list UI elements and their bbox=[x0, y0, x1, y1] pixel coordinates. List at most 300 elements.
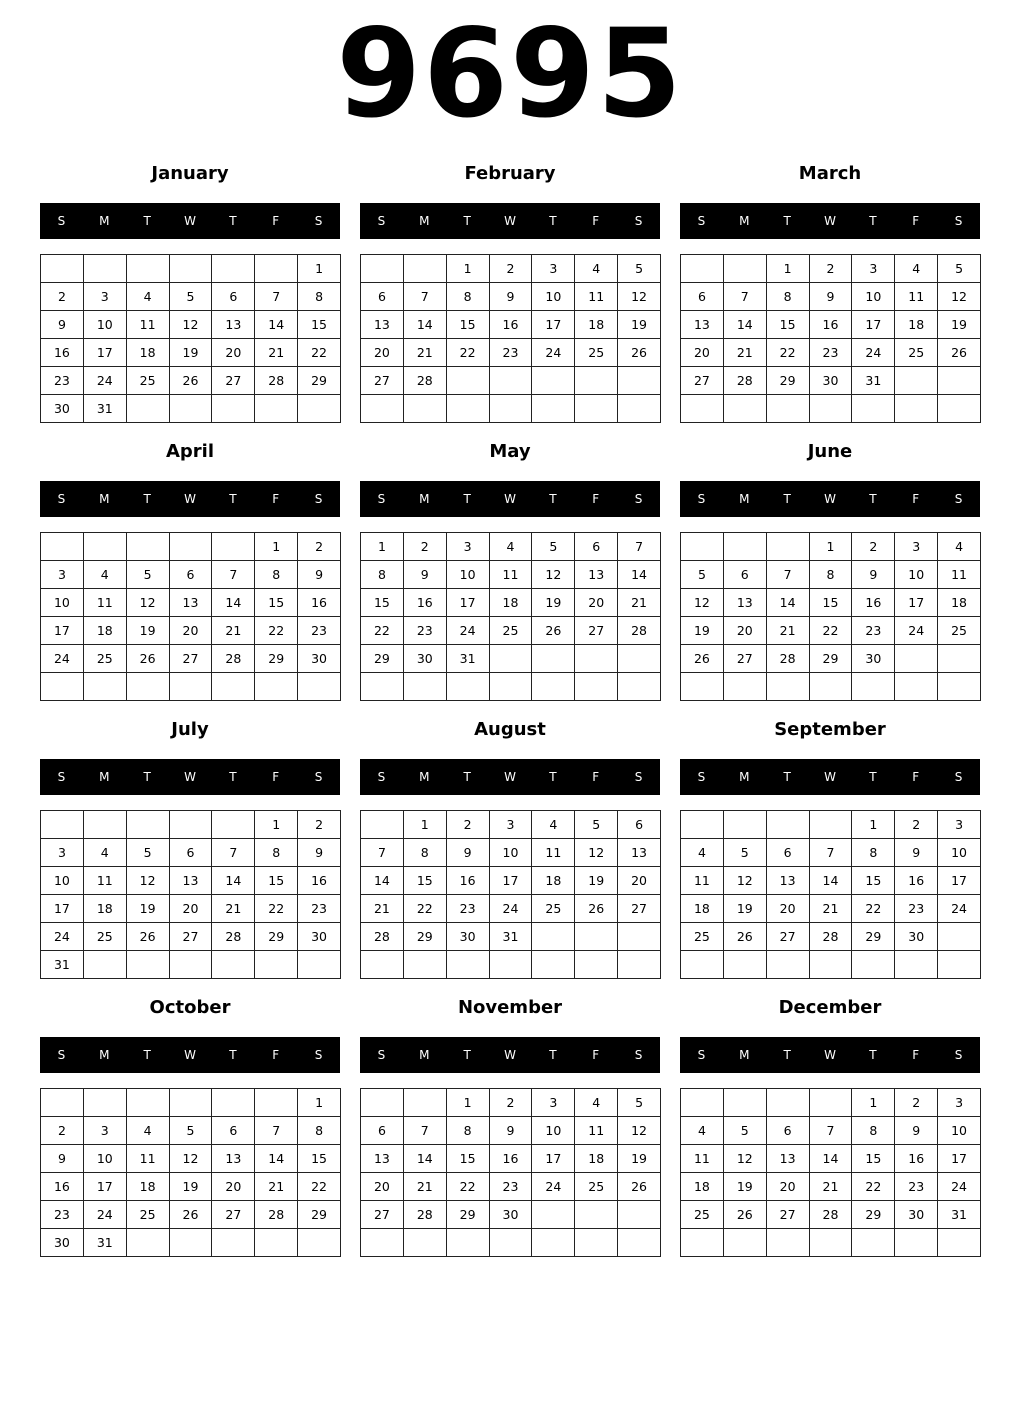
weekday-header bbox=[40, 481, 340, 517]
day-cell: 3 bbox=[41, 561, 84, 589]
empty-cell bbox=[212, 1089, 255, 1117]
day-cell: 9 bbox=[298, 561, 341, 589]
day-cell: 28 bbox=[255, 1201, 298, 1229]
day-cell: 13 bbox=[767, 1145, 810, 1173]
empty-cell bbox=[212, 951, 255, 979]
day-cell: 17 bbox=[938, 867, 981, 895]
day-cell: 11 bbox=[127, 1145, 170, 1173]
empty-cell bbox=[170, 811, 213, 839]
day-grid bbox=[680, 532, 981, 701]
day-cell: 4 bbox=[127, 283, 170, 311]
empty-cell bbox=[681, 951, 724, 979]
day-cell: 6 bbox=[212, 1117, 255, 1145]
day-cell: 18 bbox=[490, 589, 533, 617]
day-cell: 24 bbox=[84, 367, 127, 395]
day-cell: 25 bbox=[127, 367, 170, 395]
weekday-label: W bbox=[824, 492, 836, 506]
empty-cell bbox=[361, 255, 404, 283]
day-cell: 13 bbox=[361, 311, 404, 339]
day-cell: 11 bbox=[575, 283, 618, 311]
day-cell: 4 bbox=[895, 255, 938, 283]
day-cell: 31 bbox=[938, 1201, 981, 1229]
empty-cell bbox=[255, 1089, 298, 1117]
day-cell: 17 bbox=[41, 895, 84, 923]
day-cell: 23 bbox=[895, 1173, 938, 1201]
day-cell: 30 bbox=[852, 645, 895, 673]
day-cell: 13 bbox=[724, 589, 767, 617]
day-cell: 9 bbox=[447, 839, 490, 867]
day-cell: 29 bbox=[447, 1201, 490, 1229]
day-cell: 14 bbox=[618, 561, 661, 589]
day-cell: 25 bbox=[490, 617, 533, 645]
day-grid bbox=[40, 254, 341, 423]
month-june bbox=[680, 437, 980, 707]
day-cell: 11 bbox=[575, 1117, 618, 1145]
weekday-header bbox=[40, 1037, 340, 1073]
day-cell: 29 bbox=[255, 923, 298, 951]
empty-cell bbox=[767, 811, 810, 839]
empty-cell bbox=[681, 673, 724, 701]
day-cell: 18 bbox=[532, 867, 575, 895]
day-cell: 16 bbox=[41, 1173, 84, 1201]
empty-cell bbox=[938, 1229, 981, 1257]
day-grid bbox=[360, 810, 661, 979]
day-cell: 16 bbox=[490, 1145, 533, 1173]
day-cell: 27 bbox=[575, 617, 618, 645]
day-cell: 23 bbox=[895, 895, 938, 923]
weekday-header bbox=[360, 203, 660, 239]
weekday-label: F bbox=[912, 214, 920, 228]
weekday-label: T bbox=[549, 770, 557, 784]
day-cell: 25 bbox=[895, 339, 938, 367]
weekday-label: S bbox=[697, 492, 706, 506]
weekday-label: F bbox=[592, 1048, 600, 1062]
empty-cell bbox=[404, 1089, 447, 1117]
weekday-label: W bbox=[184, 770, 196, 784]
empty-cell bbox=[361, 951, 404, 979]
empty-cell bbox=[127, 1229, 170, 1257]
day-cell: 1 bbox=[852, 1089, 895, 1117]
day-cell: 8 bbox=[255, 839, 298, 867]
day-cell: 1 bbox=[447, 1089, 490, 1117]
day-cell: 30 bbox=[404, 645, 447, 673]
empty-cell bbox=[170, 533, 213, 561]
day-cell: 4 bbox=[575, 1089, 618, 1117]
day-cell: 30 bbox=[298, 923, 341, 951]
day-cell: 6 bbox=[681, 283, 724, 311]
day-cell: 24 bbox=[532, 1173, 575, 1201]
weekday-label: M bbox=[739, 770, 750, 784]
day-cell: 9 bbox=[404, 561, 447, 589]
day-cell: 17 bbox=[938, 1145, 981, 1173]
day-cell: 13 bbox=[767, 867, 810, 895]
empty-cell bbox=[724, 395, 767, 423]
empty-cell bbox=[938, 951, 981, 979]
weekday-label: T bbox=[229, 492, 237, 506]
day-cell: 15 bbox=[447, 1145, 490, 1173]
day-cell: 7 bbox=[810, 839, 853, 867]
day-cell: 22 bbox=[404, 895, 447, 923]
day-cell: 20 bbox=[361, 1173, 404, 1201]
day-cell: 5 bbox=[724, 839, 767, 867]
day-cell: 28 bbox=[618, 617, 661, 645]
empty-cell bbox=[212, 1229, 255, 1257]
day-cell: 8 bbox=[810, 561, 853, 589]
day-cell: 28 bbox=[810, 1201, 853, 1229]
month-april bbox=[40, 437, 340, 707]
day-cell: 6 bbox=[618, 811, 661, 839]
empty-cell bbox=[127, 395, 170, 423]
day-cell: 3 bbox=[532, 255, 575, 283]
weekday-label: S bbox=[954, 214, 963, 228]
year-title: 9695 bbox=[336, 3, 684, 145]
empty-cell bbox=[938, 673, 981, 701]
weekday-header bbox=[360, 481, 660, 517]
weekday-label: S bbox=[954, 1048, 963, 1062]
empty-cell bbox=[170, 673, 213, 701]
day-cell: 23 bbox=[490, 1173, 533, 1201]
day-cell: 16 bbox=[895, 867, 938, 895]
day-cell: 2 bbox=[41, 1117, 84, 1145]
empty-cell bbox=[724, 951, 767, 979]
day-cell: 3 bbox=[84, 1117, 127, 1145]
day-cell: 25 bbox=[127, 1201, 170, 1229]
day-cell: 4 bbox=[575, 255, 618, 283]
month-november bbox=[360, 993, 660, 1263]
day-cell: 25 bbox=[938, 617, 981, 645]
day-cell: 8 bbox=[404, 839, 447, 867]
empty-cell bbox=[575, 1201, 618, 1229]
day-cell: 1 bbox=[298, 1089, 341, 1117]
day-cell: 7 bbox=[255, 283, 298, 311]
day-cell: 6 bbox=[575, 533, 618, 561]
day-cell: 14 bbox=[212, 867, 255, 895]
day-cell: 28 bbox=[724, 367, 767, 395]
day-cell: 17 bbox=[490, 867, 533, 895]
day-cell: 30 bbox=[895, 1201, 938, 1229]
weekday-label: T bbox=[549, 214, 557, 228]
day-cell: 21 bbox=[404, 1173, 447, 1201]
day-cell: 25 bbox=[84, 645, 127, 673]
day-cell: 9 bbox=[490, 283, 533, 311]
day-cell: 11 bbox=[938, 561, 981, 589]
weekday-label: T bbox=[229, 770, 237, 784]
weekday-label: M bbox=[419, 770, 430, 784]
day-cell: 26 bbox=[575, 895, 618, 923]
day-cell: 11 bbox=[681, 867, 724, 895]
day-cell: 18 bbox=[938, 589, 981, 617]
empty-cell bbox=[127, 255, 170, 283]
empty-cell bbox=[618, 673, 661, 701]
day-cell: 10 bbox=[41, 867, 84, 895]
day-cell: 20 bbox=[170, 617, 213, 645]
day-cell: 2 bbox=[298, 533, 341, 561]
day-cell: 24 bbox=[41, 923, 84, 951]
weekday-label: T bbox=[463, 770, 471, 784]
day-cell: 7 bbox=[404, 283, 447, 311]
day-cell: 11 bbox=[895, 283, 938, 311]
empty-cell bbox=[490, 673, 533, 701]
empty-cell bbox=[212, 811, 255, 839]
month-name: April bbox=[165, 441, 215, 462]
day-cell: 19 bbox=[170, 339, 213, 367]
day-cell: 29 bbox=[810, 645, 853, 673]
month-october bbox=[40, 993, 340, 1263]
day-cell: 14 bbox=[404, 1145, 447, 1173]
empty-cell bbox=[724, 1229, 767, 1257]
weekday-label: W bbox=[184, 492, 196, 506]
day-cell: 19 bbox=[724, 1173, 767, 1201]
day-cell: 30 bbox=[298, 645, 341, 673]
day-cell: 18 bbox=[127, 1173, 170, 1201]
weekday-label: M bbox=[739, 1048, 750, 1062]
day-cell: 18 bbox=[84, 895, 127, 923]
empty-cell bbox=[810, 951, 853, 979]
month-may bbox=[360, 437, 660, 707]
weekday-label: F bbox=[912, 770, 920, 784]
weekday-label: M bbox=[99, 214, 110, 228]
day-cell: 2 bbox=[404, 533, 447, 561]
empty-cell bbox=[575, 951, 618, 979]
empty-cell bbox=[170, 1229, 213, 1257]
day-cell: 14 bbox=[810, 1145, 853, 1173]
empty-cell bbox=[212, 673, 255, 701]
day-cell: 15 bbox=[255, 589, 298, 617]
day-cell: 24 bbox=[852, 339, 895, 367]
empty-cell bbox=[41, 811, 84, 839]
empty-cell bbox=[447, 367, 490, 395]
day-cell: 26 bbox=[532, 617, 575, 645]
empty-cell bbox=[938, 367, 981, 395]
day-grid bbox=[40, 532, 341, 701]
day-cell: 19 bbox=[532, 589, 575, 617]
day-cell: 1 bbox=[767, 255, 810, 283]
month-february bbox=[360, 159, 660, 429]
day-cell: 15 bbox=[298, 311, 341, 339]
empty-cell bbox=[170, 951, 213, 979]
day-cell: 27 bbox=[618, 895, 661, 923]
day-cell: 24 bbox=[938, 895, 981, 923]
weekday-label: F bbox=[592, 492, 600, 506]
day-cell: 17 bbox=[84, 1173, 127, 1201]
day-cell: 23 bbox=[810, 339, 853, 367]
day-cell: 26 bbox=[170, 367, 213, 395]
day-cell: 6 bbox=[767, 839, 810, 867]
day-cell: 30 bbox=[41, 1229, 84, 1257]
day-cell: 20 bbox=[681, 339, 724, 367]
day-cell: 3 bbox=[938, 811, 981, 839]
day-cell: 21 bbox=[767, 617, 810, 645]
empty-cell bbox=[447, 1229, 490, 1257]
empty-cell bbox=[895, 645, 938, 673]
weekday-label: W bbox=[824, 770, 836, 784]
day-cell: 27 bbox=[767, 923, 810, 951]
day-cell: 29 bbox=[298, 1201, 341, 1229]
day-cell: 19 bbox=[127, 895, 170, 923]
day-cell: 5 bbox=[724, 1117, 767, 1145]
weekday-header bbox=[680, 1037, 980, 1073]
empty-cell bbox=[810, 1229, 853, 1257]
day-cell: 24 bbox=[447, 617, 490, 645]
day-cell: 20 bbox=[575, 589, 618, 617]
weekday-label: S bbox=[634, 492, 643, 506]
day-cell: 20 bbox=[767, 895, 810, 923]
empty-cell bbox=[361, 1229, 404, 1257]
weekday-label: W bbox=[504, 1048, 516, 1062]
weekday-label: S bbox=[314, 214, 323, 228]
weekday-header bbox=[680, 481, 980, 517]
weekday-label: W bbox=[504, 492, 516, 506]
day-cell: 16 bbox=[810, 311, 853, 339]
empty-cell bbox=[681, 395, 724, 423]
day-cell: 23 bbox=[490, 339, 533, 367]
empty-cell bbox=[361, 395, 404, 423]
empty-cell bbox=[767, 951, 810, 979]
day-cell: 21 bbox=[361, 895, 404, 923]
day-cell: 5 bbox=[618, 1089, 661, 1117]
empty-cell bbox=[618, 395, 661, 423]
month-august bbox=[360, 715, 660, 985]
day-cell: 27 bbox=[724, 645, 767, 673]
empty-cell bbox=[212, 395, 255, 423]
empty-cell bbox=[681, 533, 724, 561]
empty-cell bbox=[84, 255, 127, 283]
day-cell: 13 bbox=[170, 867, 213, 895]
empty-cell bbox=[852, 395, 895, 423]
weekday-label: F bbox=[272, 492, 280, 506]
day-cell: 16 bbox=[41, 339, 84, 367]
empty-cell bbox=[212, 533, 255, 561]
weekday-header bbox=[360, 759, 660, 795]
day-cell: 10 bbox=[41, 589, 84, 617]
day-cell: 29 bbox=[852, 1201, 895, 1229]
weekday-label: S bbox=[314, 1048, 323, 1062]
day-cell: 4 bbox=[127, 1117, 170, 1145]
empty-cell bbox=[938, 395, 981, 423]
day-cell: 7 bbox=[810, 1117, 853, 1145]
empty-cell bbox=[575, 923, 618, 951]
empty-cell bbox=[810, 811, 853, 839]
weekday-label: S bbox=[57, 214, 66, 228]
weekday-label: S bbox=[377, 214, 386, 228]
day-grid bbox=[360, 532, 661, 701]
empty-cell bbox=[127, 951, 170, 979]
day-cell: 6 bbox=[170, 561, 213, 589]
day-cell: 6 bbox=[212, 283, 255, 311]
empty-cell bbox=[767, 673, 810, 701]
weekday-label: F bbox=[272, 214, 280, 228]
empty-cell bbox=[170, 395, 213, 423]
day-cell: 28 bbox=[212, 645, 255, 673]
empty-cell bbox=[298, 951, 341, 979]
day-cell: 12 bbox=[127, 867, 170, 895]
day-grid bbox=[40, 810, 341, 979]
day-cell: 3 bbox=[938, 1089, 981, 1117]
day-cell: 17 bbox=[447, 589, 490, 617]
empty-cell bbox=[938, 923, 981, 951]
day-cell: 20 bbox=[767, 1173, 810, 1201]
weekday-header bbox=[40, 759, 340, 795]
month-name: November bbox=[457, 997, 563, 1018]
day-cell: 4 bbox=[681, 1117, 724, 1145]
weekday-label: S bbox=[634, 1048, 643, 1062]
empty-cell bbox=[298, 673, 341, 701]
day-cell: 27 bbox=[170, 645, 213, 673]
day-cell: 27 bbox=[681, 367, 724, 395]
weekday-label: W bbox=[184, 1048, 196, 1062]
day-cell: 29 bbox=[852, 923, 895, 951]
day-cell: 12 bbox=[724, 867, 767, 895]
day-cell: 17 bbox=[895, 589, 938, 617]
empty-cell bbox=[212, 255, 255, 283]
empty-cell bbox=[255, 673, 298, 701]
day-cell: 21 bbox=[618, 589, 661, 617]
empty-cell bbox=[532, 673, 575, 701]
empty-cell bbox=[404, 1229, 447, 1257]
weekday-label: S bbox=[634, 214, 643, 228]
day-cell: 12 bbox=[724, 1145, 767, 1173]
empty-cell bbox=[618, 367, 661, 395]
day-cell: 29 bbox=[404, 923, 447, 951]
day-cell: 30 bbox=[447, 923, 490, 951]
empty-cell bbox=[532, 1201, 575, 1229]
empty-cell bbox=[490, 395, 533, 423]
day-cell: 22 bbox=[255, 617, 298, 645]
empty-cell bbox=[767, 533, 810, 561]
empty-cell bbox=[447, 395, 490, 423]
day-cell: 22 bbox=[447, 1173, 490, 1201]
day-cell: 2 bbox=[298, 811, 341, 839]
empty-cell bbox=[41, 533, 84, 561]
empty-cell bbox=[681, 1089, 724, 1117]
day-cell: 10 bbox=[852, 283, 895, 311]
month-name: January bbox=[151, 163, 229, 184]
day-cell: 14 bbox=[212, 589, 255, 617]
day-cell: 18 bbox=[575, 1145, 618, 1173]
empty-cell bbox=[255, 1229, 298, 1257]
weekday-header bbox=[360, 1037, 660, 1073]
empty-cell bbox=[810, 395, 853, 423]
day-cell: 11 bbox=[84, 867, 127, 895]
day-cell: 10 bbox=[84, 1145, 127, 1173]
weekday-label: T bbox=[869, 492, 877, 506]
day-cell: 3 bbox=[41, 839, 84, 867]
day-cell: 21 bbox=[724, 339, 767, 367]
weekday-header bbox=[680, 759, 980, 795]
weekday-label: W bbox=[824, 1048, 836, 1062]
weekday-label: F bbox=[912, 492, 920, 506]
empty-cell bbox=[404, 255, 447, 283]
day-cell: 19 bbox=[618, 311, 661, 339]
empty-cell bbox=[84, 673, 127, 701]
month-name: October bbox=[149, 997, 231, 1018]
day-cell: 14 bbox=[767, 589, 810, 617]
day-cell: 2 bbox=[490, 1089, 533, 1117]
day-cell: 26 bbox=[618, 1173, 661, 1201]
empty-cell bbox=[532, 951, 575, 979]
weekday-label: F bbox=[272, 770, 280, 784]
day-cell: 7 bbox=[361, 839, 404, 867]
day-cell: 5 bbox=[127, 561, 170, 589]
empty-cell bbox=[767, 1229, 810, 1257]
empty-cell bbox=[298, 1229, 341, 1257]
weekday-label: S bbox=[954, 492, 963, 506]
day-cell: 3 bbox=[84, 283, 127, 311]
day-cell: 25 bbox=[575, 1173, 618, 1201]
day-cell: 12 bbox=[532, 561, 575, 589]
day-cell: 18 bbox=[895, 311, 938, 339]
day-cell: 8 bbox=[255, 561, 298, 589]
